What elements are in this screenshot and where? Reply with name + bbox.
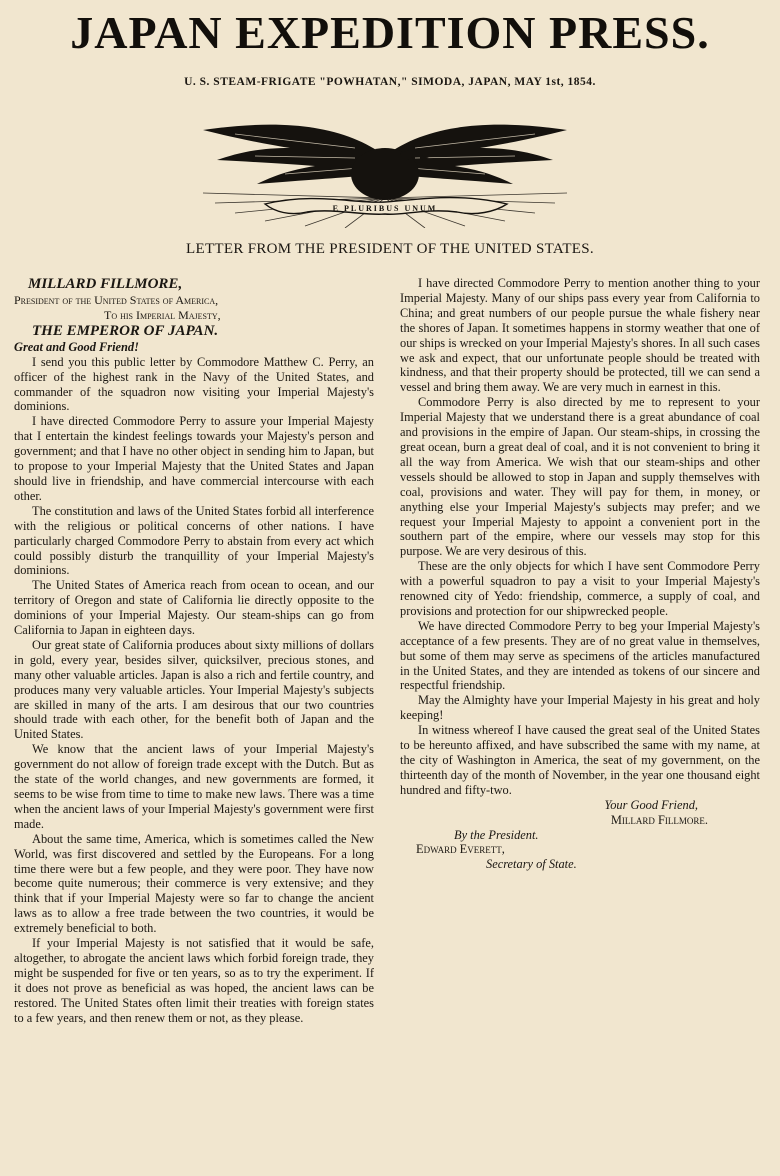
left-column — [14, 276, 374, 1026]
letter-paragraph: About the same time, America, which is sometimes called the New World, was first discovered and settled by the Europeans. For a long time there were but a few people, and they were poor. They have now become quite numerous; their commerce is very extensive; and they think that if your Imperial Majesty were so far to change the ancient laws as to allow a free trade between the two countries, it would be extremely beneficial to both. — [14, 831, 374, 936]
letter-paragraph: These are the only objects for which I have sent Commodore Perry with a powerful squadron to pay a visit to your Imperial Majesty's renowned city of Yedo: friendship, commerce, a supply of coal, and provisions and protection for our shipwrecked people. — [400, 559, 760, 618]
letter-paragraph: If your Imperial Majesty is not satisfied that it would be safe, altogether, to abrogate the ancient laws which forbid foreign trade, they might be suspended for five or ten years, so as to try the experiment. If it does not prove as beneficial as was hoped, the ancient laws can be restored. The United States often limit their treaties with foreign states to a few years, and then renew them or not, as they please. — [14, 936, 374, 1025]
secretary-title: Secretary of State. — [486, 857, 577, 872]
sender-name: MILLARD FILLMORE, — [28, 276, 183, 292]
sender-title: President of the United States of America, — [14, 293, 219, 307]
letter-paragraph: I have directed Commodore Perry to mention another thing to your Imperial Majesty. Many of our ships pass every year from California to China; and great numbers of our people pursue the whale fishery near the shores of Japan. It sometimes happens in stormy weather that one of our ships is wrecked on your Imperial Majesty's shores. In all such cases we ask and expect, that our unfortunate people should be treated with kindness, and that their property should be protected, till we can send a vessel and bring them away. We are very much in earnest in this. — [400, 276, 760, 395]
letter-paragraph: The constitution and laws of the United States forbid all interference with the religious or political concerns of other nations. I have particularly charged Commodore Perry to abstain from every act which could possibly disturb the tranquillity of your Imperial Majesty's dominions. — [14, 503, 374, 578]
eagle-emblem-icon — [195, 108, 575, 228]
president-signature: Millard Fillmore. — [610, 812, 708, 827]
letter-headline: LETTER FROM THE PRESIDENT OF THE UNITED STATES. — [186, 241, 594, 257]
greeting: Great and Good Friend! — [14, 339, 139, 354]
secretary-name: Edward Everett, — [416, 842, 505, 857]
by-the-president: By the President. — [454, 827, 539, 842]
closing-salutation: Your Good Friend, — [604, 797, 698, 812]
letter-paragraph: May the Almighty have your Imperial Majesty in his great and holy keeping! — [400, 693, 760, 723]
addressee-line: To his Imperial Majesty, — [104, 307, 221, 322]
letter-paragraph: We know that the ancient laws of your Imperial Majesty's government do not allow of foreign trade except with the Dutch. But as the state of the world changes, and new governments are formed, it seems to be wise from time to time to make new laws. There was a time when the ancient laws of your Imperial Majesty's government were first made. — [14, 742, 374, 831]
svg-text:E PLURIBUS UNUM: E PLURIBUS UNUM — [332, 204, 438, 213]
letter-paragraph: We have directed Commodore Perry to beg your Imperial Majesty's acceptance of a few presents. They are of no great value in themselves, but some of them may serve as specimens of the articles manufactured in the United States, and they are intended as tokens of our sincere and respectful friendship. — [400, 618, 760, 693]
letter-paragraph: The United States of America reach from ocean to ocean, and our territory of Oregon and state of California lie directly opposite to the dominions of your Imperial Majesty. Our steam-ships can go from California to Japan in eighteen days. — [14, 578, 374, 638]
right-column — [400, 276, 760, 872]
dateline: U. S. STEAM-FRIGATE "POWHATAN," SIMODA, JAPAN, MAY 1st, 1854. — [184, 76, 596, 88]
recipient-title: THE EMPEROR OF JAPAN. — [32, 322, 219, 339]
letter-paragraph: In witness whereof I have caused the great seal of the United States to be hereunto affixed, and have subscribed the same with my name, at the city of Washington in America, the seat of my government, on the thirteenth day of the month of November, in the year one thousand eight hundred and fifty-two. — [400, 723, 760, 797]
letter-paragraph: Commodore Perry is also directed by me to represent to your Imperial Majesty that we understand there is a great abundance of coal and provisions in the empire of Japan. Our steam-ships, in crossing the great ocean, burn a great deal of coal, and it is not convenient to bring it all the way from America. We wish that our steam-ships and other vessels should be allowed to stop in Japan and supply themselves with coal, provisions and water. They will pay for them, in money, or anything else your Imperial Majesty's subjects may prefer; and we request your Imperial Majesty to appoint a convenient port in the southern part of the empire, where our vessels may stop for this purpose. We are very desirous of this. — [400, 395, 760, 559]
letter-paragraph: I send you this public letter by Commodore Matthew C. Perry, an officer of the highest rank in the Navy of the United States, and commander of the squadron now visiting your Imperial Majesty's dominions. — [14, 354, 374, 414]
masthead-title: JAPAN EXPEDITION PRESS. — [70, 7, 710, 58]
letter-paragraph: Our great state of California produces about sixty millions of dollars in gold, every year, besides silver, quicksilver, precious stones, and many other valuable articles. Japan is also a rich and fertile country, and produces many very valuable articles. Your Imperial Majesty's subjects are skilled in many of the arts. I am desirous that our two countries should trade with each other, for the benefit both of Japan and the United States. — [14, 637, 374, 742]
letter-paragraph: I have directed Commodore Perry to assure your Imperial Majesty that I entertain the kindest feelings towards your Majesty's person and government; and that I have no other object in sending him to Japan, but to propose to your Imperial Majesty that the United States and Japan should live in friendship, and have commercial intercourse with each other. — [14, 414, 374, 503]
